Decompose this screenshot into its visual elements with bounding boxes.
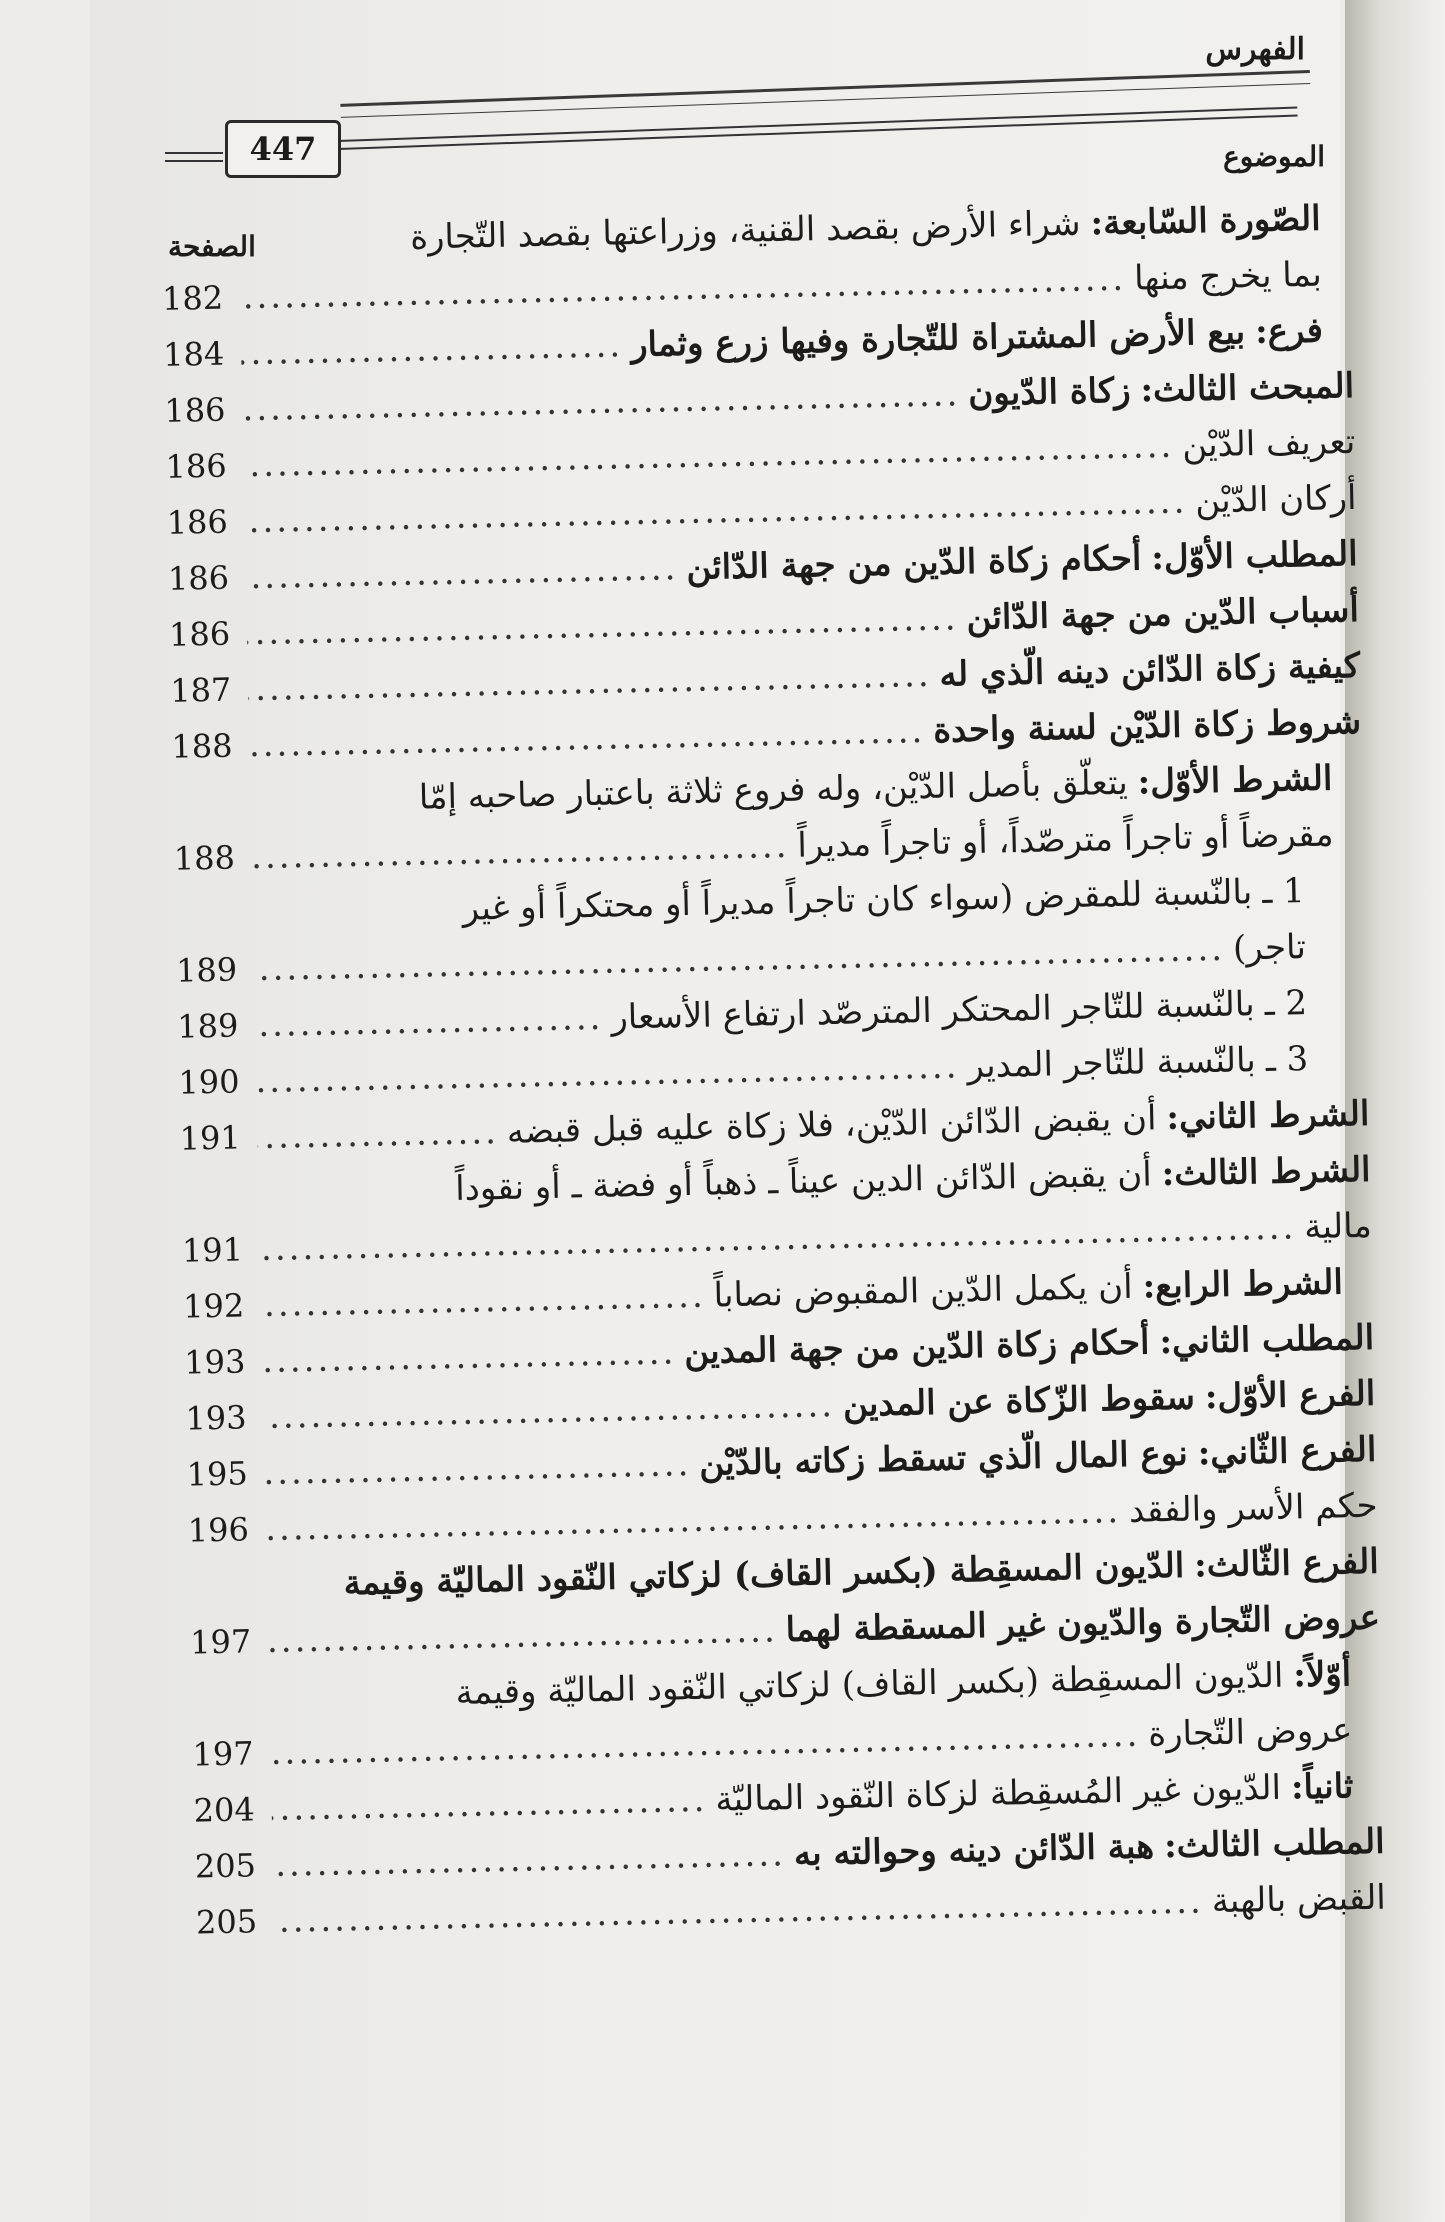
entry-page-number: 205 bbox=[195, 1902, 258, 1942]
entry-page-number: 193 bbox=[185, 1398, 247, 1438]
entry-title: أحكام زكاة الدّين من جهة المدين bbox=[683, 1322, 1150, 1373]
entry-lead: فرع: bbox=[1254, 310, 1324, 353]
entry-title: زكاة الدّيون bbox=[967, 370, 1131, 415]
entry-title: بما يخرج منها bbox=[1133, 254, 1323, 299]
entry-page-number: 191 bbox=[181, 1230, 244, 1270]
entry-page-number: 186 bbox=[168, 614, 231, 654]
leader-dots bbox=[257, 1104, 499, 1165]
leader-dots bbox=[262, 1324, 677, 1389]
entry-title: شروط زكاة الدّيْن لسنة واحدة bbox=[932, 701, 1362, 751]
entry-title: هبة الدّائن دينه وحوالته به bbox=[793, 1826, 1155, 1875]
entry-title: يتعلّق بأصل الدّيْن، وله فروع ثلاثة باعتبار صاحبه إمّا bbox=[418, 762, 1129, 818]
entry-lead: 1 ـ bbox=[1261, 871, 1306, 912]
entry-page-number: 196 bbox=[187, 1510, 250, 1550]
entry-title: عروض التّجارة والدّيون غير المسقطة لهما bbox=[785, 1597, 1381, 1651]
entry-lead: المطلب الثالث: bbox=[1163, 1821, 1386, 1867]
entry-title: شراء الأرض بقصد القنية، وزراعتها بقصد التّجارة bbox=[409, 203, 1081, 258]
entry-title: أن يقبض الدّائن الدين عيناً ـ ذهباً أو فضة ـ أو نقوداً bbox=[454, 1154, 1153, 1209]
entry-page-number: 192 bbox=[182, 1286, 245, 1326]
entry-page-number: 186 bbox=[167, 558, 230, 598]
entry-page-number: 197 bbox=[192, 1734, 254, 1774]
entry-page-number: 189 bbox=[176, 1006, 239, 1046]
entry-page-number: 184 bbox=[162, 334, 225, 374]
entry-title: بالنّسبة للتّاجر المدير bbox=[967, 1040, 1257, 1087]
leader-dots bbox=[241, 317, 624, 381]
leader-dots bbox=[255, 990, 604, 1053]
leader-dots bbox=[245, 540, 679, 605]
entry-page-number: 195 bbox=[186, 1454, 249, 1494]
entry-page-number: 204 bbox=[193, 1790, 256, 1830]
entry-title: الدّيون المسقِطة (بكسر القاف) لزكاتي النّقود الماليّة وقيمة bbox=[455, 1655, 1284, 1714]
entry-title: تعريف الدّيْن bbox=[1181, 421, 1356, 466]
entry-title: بالنّسبة للمقرض (سواء كان تاجراً مديراً أو محتكراً أو غير bbox=[462, 872, 1253, 929]
entry-page-number: 205 bbox=[194, 1846, 257, 1886]
entry-title: عروض التّجارة bbox=[1147, 1710, 1353, 1755]
entry-lead: الفرع الثّالث: bbox=[1193, 1541, 1380, 1586]
entry-lead: المطلب الأوّل: bbox=[1150, 533, 1359, 579]
entry-lead: الفرع الأوّل: bbox=[1204, 1373, 1376, 1418]
entry-title: نوع المال الّذي تسقط زكاته بالدّيْن bbox=[698, 1433, 1189, 1484]
entry-lead: الشرط الرابع: bbox=[1142, 1262, 1344, 1307]
entry-page-number: 193 bbox=[183, 1342, 246, 1382]
entry-title: تاجر) bbox=[1232, 927, 1307, 969]
entry-page-number: 197 bbox=[189, 1622, 252, 1662]
entry-title: بالنّسبة للتّاجر المحتكر المترصّد ارتفاع الأسعار bbox=[610, 984, 1256, 1038]
entry-page-number: 188 bbox=[171, 726, 233, 766]
entry-lead: الشرط الثالث: bbox=[1161, 1149, 1371, 1195]
leader-dots bbox=[271, 1772, 708, 1837]
entry-page-number: 191 bbox=[179, 1118, 242, 1158]
entry-lead: المطلب الثاني: bbox=[1159, 1317, 1375, 1363]
entry-lead: الصّورة السّابعة: bbox=[1090, 198, 1322, 244]
toc-entries bbox=[160, 190, 1386, 1951]
leader-dots bbox=[264, 1436, 692, 1501]
entry-lead: الشرط الثاني: bbox=[1166, 1093, 1370, 1139]
entry-page-number: 186 bbox=[165, 446, 228, 486]
entry-page-number: 187 bbox=[169, 670, 232, 710]
entry-title: مالية bbox=[1303, 1205, 1373, 1248]
entry-lead: الشرط الأوّل: bbox=[1137, 758, 1333, 803]
entry-page-number: 182 bbox=[161, 278, 224, 318]
entry-page-number: 190 bbox=[178, 1062, 240, 1102]
column-header-page: الصفحة bbox=[168, 230, 256, 263]
entry-title: بيع الأرض المشتراة للتّجارة وفيها زرع وثمار bbox=[630, 312, 1246, 366]
entry-lead: الفرع الثّاني: bbox=[1197, 1429, 1377, 1474]
entry-title: القبض بالهبة bbox=[1211, 1877, 1387, 1922]
leader-dots bbox=[261, 1268, 707, 1333]
entry-title: مقرضاً أو تاجراً مترصّداً، أو تاجراً مديراً bbox=[797, 814, 1334, 866]
entry-title: كيفية زكاة الدّائن دينه الّذي له bbox=[939, 645, 1361, 695]
entry-title: حكم الأسر والفقد bbox=[1128, 1485, 1378, 1531]
entry-lead: أوّلاً: bbox=[1292, 1654, 1352, 1696]
entry-title: أركان الدّيْن bbox=[1194, 477, 1357, 522]
page-number-rule-left bbox=[165, 152, 223, 162]
entry-page-number: 189 bbox=[175, 950, 238, 990]
entry-title: الدّيون غير المُسقِطة لزكاة النّقود الماليّة bbox=[714, 1767, 1282, 1820]
page-number: 447 bbox=[225, 120, 341, 178]
entry-page-number: 186 bbox=[166, 502, 229, 542]
entry-page-number: 186 bbox=[163, 390, 226, 430]
entry-title: أن يكمل الدّين المقبوض نصاباً bbox=[713, 1266, 1134, 1316]
entry-lead: 2 ـ bbox=[1264, 983, 1308, 1024]
entry-lead: ثانياً: bbox=[1290, 1766, 1354, 1808]
entry-title: أسباب الدّين من جهة الدّائن bbox=[966, 589, 1360, 639]
column-header-topic: الموضوع bbox=[1223, 140, 1325, 173]
entry-title: الدّيون المسقِطة (بكسر القاف) لزكاتي النّقود الماليّة وقيمة bbox=[343, 1545, 1185, 1604]
entry-title: أن يقبض الدّائن الدّيْن، فلا زكاة عليه قبل قبضه bbox=[506, 1098, 1157, 1152]
entry-title: أحكام زكاة الدّين من جهة الدّائن bbox=[685, 538, 1142, 588]
page-title: الفهرس bbox=[1205, 32, 1305, 67]
entry-page-number: 188 bbox=[173, 838, 236, 878]
entry-lead: المبحث الثالث: bbox=[1140, 365, 1355, 411]
entry-title: سقوط الزّكاة عن المدين bbox=[842, 1377, 1196, 1425]
entry-lead: 3 ـ bbox=[1265, 1039, 1309, 1080]
